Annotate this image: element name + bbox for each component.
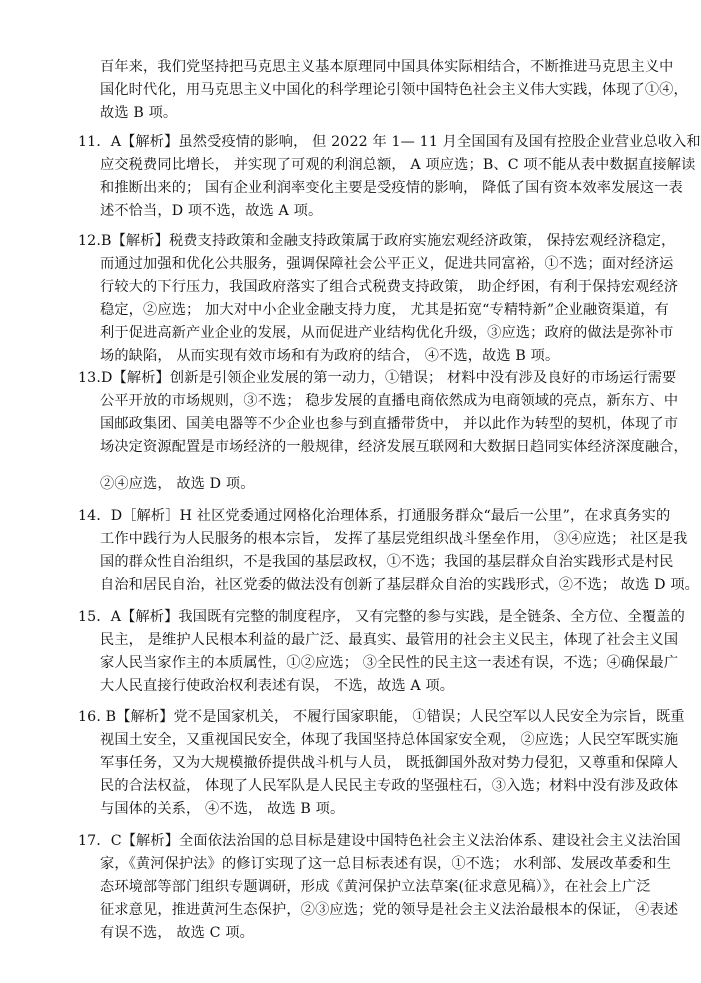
answer-line: 17．C【解析】全面依法治国的总目标是建设中国特色社会主义法治体系、建设社会主义法治国 [78, 833, 681, 849]
answer-line: 而通过加强和优化公共服务，强调保障社会公平正义，促进共同富裕，①不选；面对经济运 [100, 256, 674, 272]
answer-line: 利于促进高新产业企业的发展，从而促进产业结构优化升级，③应选；政府的做法是弥补市 [100, 325, 674, 341]
answer-line: 态环境部等部门组织专题调研，形成《黄河保护立法草案(征求意见稿）》，在社会上广泛 [100, 879, 651, 895]
answer-15 [78, 606, 685, 698]
answer-line: 11．A【解析】虽然受疫情的影响， 但 2022 年 1— 11 月全国国有及国有控股企业营业总收入和 [78, 134, 701, 150]
answer-line: 征求意见，推进黄河生态保护，②③应选；党的领导是社会主义法治最根本的保证， ④表述 [100, 902, 679, 918]
answer-line: 国邮政集团、国美电器等不少企业也参与到直播带货中， 并以此作为转型的契机，体现了市 [100, 416, 679, 432]
answer-line: 16. B【解析】党不是国家机关， 不履行国家职能， ①错误；人民空军以人民安全为宗旨，既重 [78, 709, 685, 725]
answer-13 [78, 367, 688, 496]
answer-line: 场决定资源配置是市场经济的一般规律，经济发展互联网和大数据日趋同实体经济深度融合， [100, 439, 688, 455]
answer-line: 民主， 是维护人民根本利益的最广泛、最真实、最管用的社会主义民主，体现了社会主义国 [100, 632, 679, 648]
answer-line: 国的群众性自治组织，不是我国的基层政权，①不选；我国的基层群众自治实践形式是村民 [100, 554, 674, 570]
answer-line: 公平开放的市场规则，③不选； 稳步发展的直播电商依然成为电商领域的亮点，新东方、中 [100, 393, 679, 409]
intro-paragraph [78, 56, 688, 125]
answer-line: 与国体的关系， ④不选， 故选 B 项。 [100, 801, 345, 817]
intro-line: 国化时代化，用马克思主义中国化的科学理论引领中国特色社会主义伟大实践，体现了①④， [100, 82, 688, 98]
answer-line: 军事任务，又为大规模撤侨提供战斗机与人员， 既抵御国外敌对势力侵犯，又尊重和保障人 [100, 755, 679, 771]
answer-line: 和推断出来的； 国有企业利润率变化主要是受疫情的影响， 降低了国有资本效率发展这一表 [100, 180, 683, 196]
answer-line: 家人民当家作主的本质属性，①②应选； ③全民性的民主这一表述有误，不选；④确保最广 [100, 655, 679, 671]
answer-line: 行较大的下行压力，我国政府落实了组合式税费支持政策， 助企纾困，有利于保持宏观经济 [100, 279, 679, 295]
answer-16 [78, 706, 685, 821]
answer-line: 述不恰当，D 项不选，故选 A 项。 [100, 203, 323, 219]
answer-line: 稳定，②应选； 加大对中小企业金融支持力度， 尤其是拓宽“专精特新”企业融资渠道，有 [100, 302, 669, 318]
answer-line: 大人民直接行使政治权利表述有误， 不选，故选 A 项。 [100, 678, 455, 694]
answer-line: 15．A【解析】我国既有完整的制度程序， 又有完整的参与实践，是全链条、全方位、全覆盖的 [78, 609, 685, 625]
answer-line: ②④应选， 故选 D 项。 [100, 476, 255, 492]
answer-line: 视国土安全，又重视国民安全，体现了我国坚持总体国家安全观， ②应选；人民空军既实施 [100, 732, 679, 748]
answer-line: 民的合法权益， 体现了人民军队是人民民主专政的坚强柱石，③入选；材料中没有涉及政体 [100, 778, 679, 794]
answer-11 [78, 131, 701, 223]
answer-line: 场的缺陷， 从而实现有效市场和有为政府的结合， ④不选，故选 B 项。 [100, 348, 560, 364]
answer-line: 14．D［解析］H 社区党委通过网格化治理体系，打通服务群众“最后一公里”，在求真务实的 [78, 508, 671, 524]
answer-line: 13.D【解析】创新是引领企业发展的第一动力，①错误； 材料中没有涉及良好的市场运行需要 [78, 370, 677, 386]
answer-17 [78, 830, 681, 945]
answer-line: 有误不选， 故选 C 项。 [100, 925, 255, 941]
answer-line: 自治和居民自治，社区党委的做法没有创新了基层群众自治的实践形式，②不选； 故选 D 项。 [100, 577, 700, 593]
answer-14 [78, 505, 700, 597]
intro-line: 百年来，我们党坚持把马克思主义基本原理同中国具体实际相结合，不断推进马克思主义中 [100, 59, 674, 75]
intro-line: 故选 B 项。 [100, 105, 178, 121]
answer-12 [78, 230, 679, 368]
answer-line: 家，《黄河保护法》的修订实现了这一总目标表述有误，①不选； 水利部、发展改革委和生 [100, 856, 672, 872]
answer-line: 工作中践行为人民服务的根本宗旨， 发挥了基层党组织战斗堡垒作用， ③④应选； 社区是我 [100, 531, 688, 547]
answer-line: 应交税费同比增长， 并实现了可观的利润总额， A 项应选；B、C 项不能从表中数据直接解读 [100, 157, 696, 173]
answer-line: 12.B【解析】税费支持政策和金融支持政策属于政府实施宏观经济政策， 保持宏观经济稳定， [78, 233, 676, 249]
